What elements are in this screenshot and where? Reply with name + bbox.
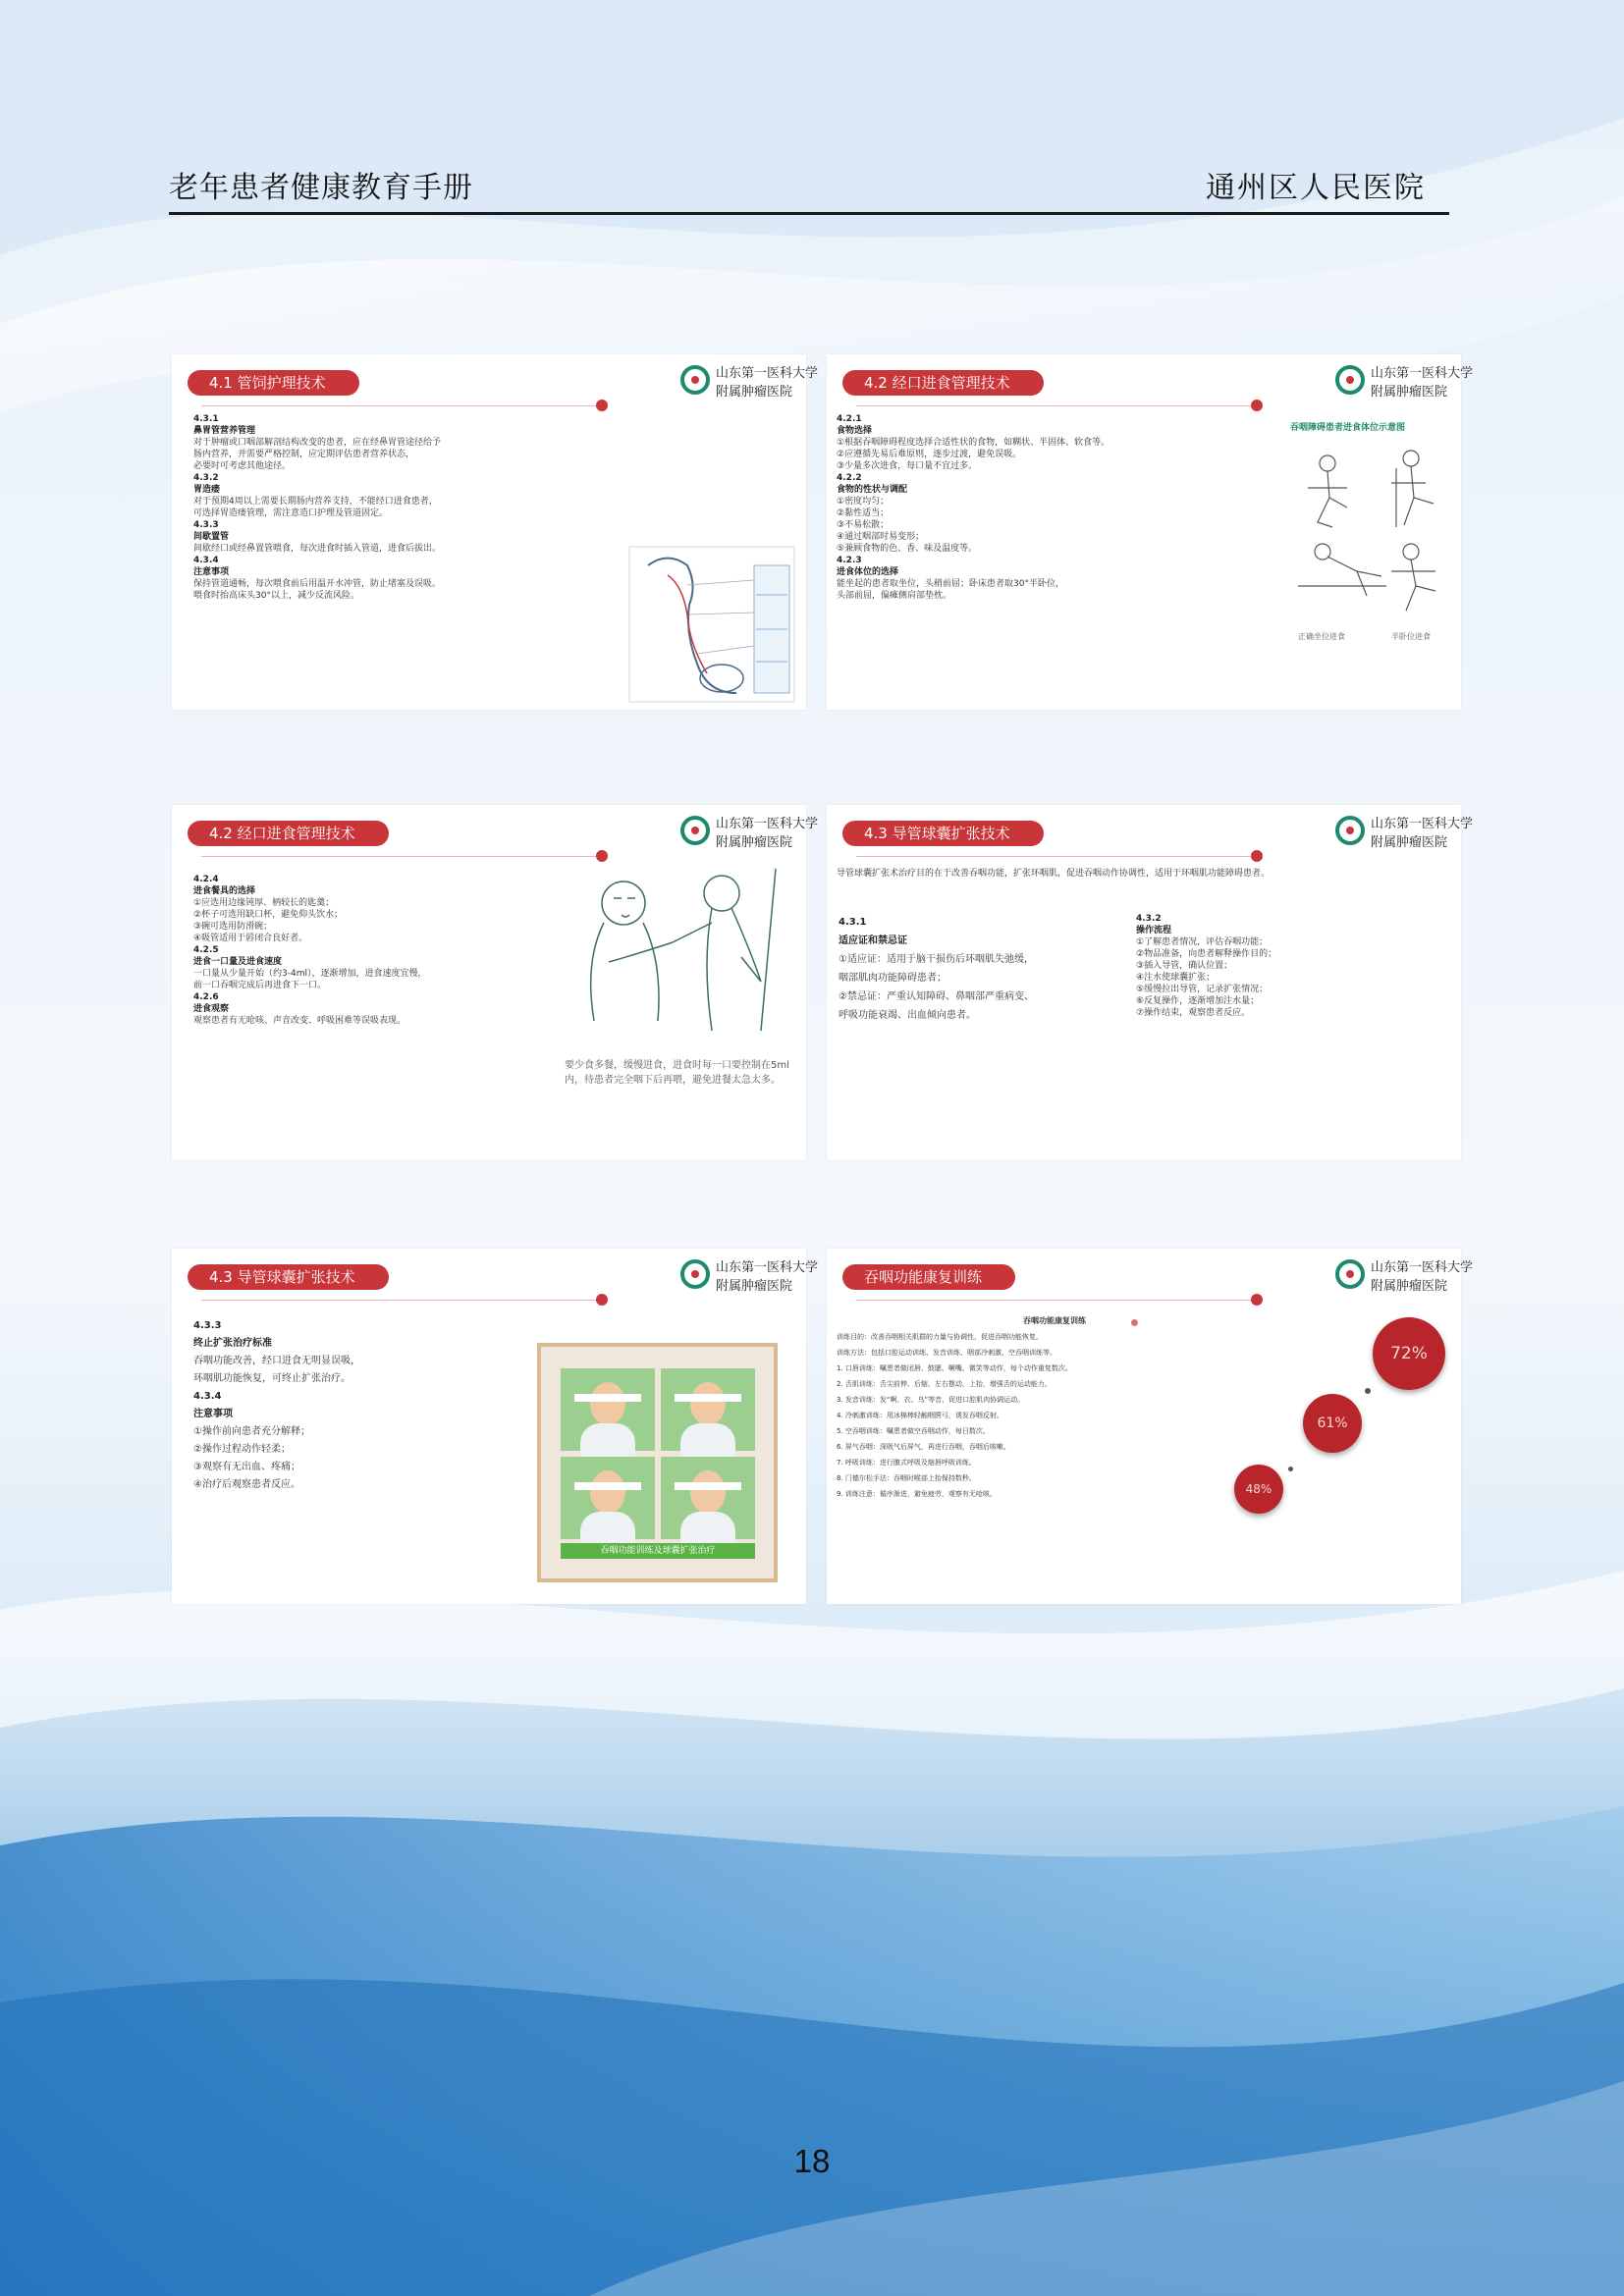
text-line: 呼吸功能衰竭、出血倾向患者。 bbox=[839, 1010, 976, 1021]
text-heading: 4.3.2 bbox=[193, 473, 219, 483]
divider-dot bbox=[596, 400, 608, 411]
text-line: 对于肿瘤或口咽部解剖结构改变的患者，应在经鼻胃管途径给予 bbox=[193, 438, 442, 448]
text-heading: 4.3.3 bbox=[193, 520, 219, 530]
text-line: 5. 空吞咽训练：嘱患者做空吞咽动作，每日数次。 bbox=[837, 1427, 990, 1435]
text-heading: 注意事项 bbox=[193, 567, 230, 577]
text-line: ③插入导管，确认位置； bbox=[1136, 961, 1233, 971]
text-heading: 4.2.6 bbox=[193, 992, 219, 1002]
text-heading: 4.2.5 bbox=[193, 945, 219, 955]
text-line: ①密度均匀； bbox=[837, 497, 890, 507]
logo-line1: 山东第一医科大学 bbox=[716, 366, 819, 381]
text-line: 前一口吞咽完成后再进食下一口。 bbox=[193, 981, 327, 990]
photo-caption: 吞咽功能训练及球囊扩张治疗 bbox=[561, 1543, 755, 1559]
logo-line2: 附属肿瘤医院 bbox=[716, 385, 793, 400]
posture-caption-2: 半卧位进食 bbox=[1391, 632, 1431, 641]
text-line: ①操作前向患者充分解释； bbox=[193, 1426, 310, 1437]
text-line: ④治疗后观察患者反应。 bbox=[193, 1479, 300, 1490]
text-line: ⑤缓慢拉出导管，记录扩张情况； bbox=[1136, 985, 1269, 994]
text-heading: 间歇置管 bbox=[193, 532, 230, 542]
text-line: 4. 冷刺激训练：用冰棉棒轻触咽腭弓，诱发吞咽反射。 bbox=[837, 1412, 1003, 1419]
slide-tag: 吞咽功能康复训练 bbox=[842, 1264, 1015, 1290]
logo-icon bbox=[1335, 816, 1365, 845]
divider bbox=[856, 856, 1261, 857]
text-line: 环咽肌功能恢复，可终止扩张治疗。 bbox=[193, 1373, 351, 1384]
text-line: ④通过咽部时易变形； bbox=[837, 532, 925, 542]
divider-dot bbox=[1251, 1294, 1263, 1306]
text-heading: 胃造瘘 bbox=[193, 485, 221, 495]
posture-illustrations bbox=[1288, 439, 1455, 625]
slide-text bbox=[193, 874, 547, 1027]
logo-line1: 山东第一医科大学 bbox=[716, 1260, 819, 1275]
text-heading: 4.2.4 bbox=[193, 875, 219, 884]
text-line: 观察患者有无呛咳、声音改变、呼吸困难等误吸表现。 bbox=[193, 1016, 406, 1026]
text-line: ②物品准备，向患者解释操作目的； bbox=[1136, 949, 1277, 959]
logo-icon bbox=[680, 1259, 710, 1289]
page-header bbox=[169, 157, 1449, 215]
text-line: ④注水使球囊扩张； bbox=[1136, 973, 1216, 983]
divider bbox=[856, 405, 1261, 406]
text-line: ③不易松散； bbox=[837, 520, 890, 530]
logo-icon bbox=[1335, 1259, 1365, 1289]
feeding-illustration bbox=[565, 864, 790, 1036]
divider-dot bbox=[596, 1294, 608, 1306]
stat-circle: 61% bbox=[1303, 1394, 1362, 1453]
text-heading: 4.3.3 bbox=[193, 1320, 222, 1331]
stat-circle: 48% bbox=[1234, 1465, 1283, 1514]
posture-caption-1: 正确坐位进食 bbox=[1298, 632, 1345, 641]
text-line: 训练目的：改善吞咽相关肌群的力量与协调性，促进吞咽功能恢复。 bbox=[837, 1333, 1043, 1341]
logo-line1: 山东第一医科大学 bbox=[1371, 366, 1474, 381]
hospital-logo bbox=[1335, 813, 1474, 850]
slide-tag: 4.2 经口进食管理技术 bbox=[188, 821, 389, 846]
hospital-logo bbox=[1335, 362, 1474, 400]
slide-col2 bbox=[1136, 913, 1450, 1019]
text-line: ②黏性适当； bbox=[837, 508, 890, 518]
photo-cell bbox=[661, 1457, 755, 1539]
slide-intro: 导管球囊扩张术治疗目的在于改善吞咽功能，扩张环咽肌，促进吞咽动作协调性，适用于环咽肌功能障碍患者。 bbox=[837, 869, 1271, 879]
text-line: ③碗可选用防滑碗； bbox=[193, 922, 273, 932]
text-line: 6. 屏气吞咽：深吸气后屏气，再进行吞咽，吞咽后咳嗽。 bbox=[837, 1443, 1010, 1451]
slide-text bbox=[193, 1317, 508, 1494]
text-heading: 进食餐具的选择 bbox=[193, 886, 256, 896]
logo-line2: 附属肿瘤医院 bbox=[1371, 1279, 1448, 1294]
text-line: 吞咽功能改善，经口进食无明显误吸， bbox=[193, 1356, 360, 1366]
text-heading: 进食观察 bbox=[193, 1004, 230, 1014]
logo-icon bbox=[1335, 365, 1365, 395]
photo-cell bbox=[661, 1368, 755, 1451]
text-line: 一口量从少量开始（约3-4ml），逐渐增加，进食速度宜慢， bbox=[193, 969, 427, 979]
text-line: ④吸管适用于唇闭合良好者。 bbox=[193, 934, 308, 943]
text-line: 对于预期4周以上需要长期肠内营养支持，不能经口进食患者， bbox=[193, 497, 438, 507]
therapy-photo bbox=[537, 1343, 778, 1582]
text-heading: 4.3.4 bbox=[193, 556, 219, 565]
text-line: 保持管道通畅，每次喂食前后用温开水冲管，防止堵塞及误吸。 bbox=[193, 579, 442, 589]
text-heading: 鼻胃管营养管理 bbox=[193, 426, 256, 436]
text-line: ⑤兼顾食物的色、香、味及温度等。 bbox=[837, 544, 978, 554]
text-line: 3. 发音训练：发“啊、衣、乌”等音，促进口腔肌肉协调运动。 bbox=[837, 1396, 1025, 1404]
text-line: 必要时可考虑其他途径。 bbox=[193, 461, 292, 471]
text-heading: 4.3.2 bbox=[1136, 914, 1162, 924]
hospital-logo bbox=[680, 362, 819, 400]
logo-line2: 附属肿瘤医院 bbox=[1371, 835, 1448, 850]
slide-balloon-dilation-2 bbox=[172, 1249, 819, 1604]
text-line: ①根据吞咽障碍程度选择合适性状的食物，如糊状、半固体、软食等。 bbox=[837, 438, 1110, 448]
text-heading: 操作流程 bbox=[1136, 926, 1172, 935]
text-line: ⑥反复操作，逐渐增加注水量； bbox=[1136, 996, 1260, 1006]
slide-text bbox=[193, 413, 606, 602]
text-line: 训练方法：包括口腔运动训练、发音训练、咽部冷刺激、空吞咽训练等。 bbox=[837, 1349, 1056, 1357]
stat-circle: 72% bbox=[1373, 1317, 1445, 1390]
logo-line1: 山东第一医科大学 bbox=[716, 817, 819, 831]
text-line: ③少量多次进食，每口量不宜过多。 bbox=[837, 461, 978, 471]
logo-line2: 附属肿瘤医院 bbox=[716, 835, 793, 850]
text-line: ②操作过程动作轻柔； bbox=[193, 1444, 291, 1455]
text-line: 8. 门德尔松手法：吞咽时喉部上抬保持数秒。 bbox=[837, 1474, 976, 1482]
slide-tube-feeding bbox=[172, 354, 819, 710]
text-line: 1. 口唇训练：嘱患者做闭唇、鼓腮、噘嘴、微笑等动作，每个动作重复数次。 bbox=[837, 1364, 1072, 1372]
hospital-name: 通州区人民医院 bbox=[1206, 171, 1426, 205]
text-line: ①适应证：适用于脑干损伤后环咽肌失弛缓， bbox=[839, 954, 1034, 965]
divider bbox=[856, 1300, 1261, 1301]
slide-balloon-dilation-1 bbox=[827, 805, 1474, 1160]
slide-tag: 4.3 导管球囊扩张技术 bbox=[188, 1264, 389, 1290]
text-heading: 4.2.3 bbox=[837, 556, 862, 565]
text-line: ③观察有无出血、疼痛； bbox=[193, 1462, 300, 1472]
text-heading: 4.3.1 bbox=[839, 917, 867, 928]
slide-oral-feeding-2 bbox=[172, 805, 819, 1160]
text-line: ②杯子可选用缺口杯，避免仰头饮水； bbox=[193, 910, 344, 920]
text-heading: 适应证和禁忌证 bbox=[839, 935, 907, 946]
text-heading: 进食一口量及进食速度 bbox=[193, 957, 283, 967]
logo-line2: 附属肿瘤医院 bbox=[716, 1279, 793, 1294]
logo-line1: 山东第一医科大学 bbox=[1371, 817, 1474, 831]
slide-swallow-rehab bbox=[827, 1249, 1474, 1604]
text-heading: 终止扩张治疗标准 bbox=[193, 1338, 272, 1349]
logo-icon bbox=[680, 365, 710, 395]
text-line: ②应遵循先易后难原则，逐步过渡，避免误吸。 bbox=[837, 450, 1022, 459]
feeding-caption: 要少食多餐，缓慢进食，进食时每一口要控制在5ml内，待患者完全咽下后再喂，避免进餐太急太多。 bbox=[565, 1060, 789, 1086]
text-line: 肠内营养，并需要严格控制，应定期评估患者营养状态， bbox=[193, 450, 415, 459]
photo-cell bbox=[561, 1457, 655, 1539]
text-heading: 进食体位的选择 bbox=[837, 567, 899, 577]
text-heading: 4.2.1 bbox=[837, 414, 862, 424]
divider bbox=[201, 405, 606, 406]
slide-oral-feeding-1 bbox=[827, 354, 1474, 710]
handbook-title: 老年患者健康教育手册 bbox=[169, 171, 473, 205]
page-number: 18 bbox=[793, 2143, 831, 2179]
text-line: 7. 呼吸训练：进行腹式呼吸及缩唇呼吸训练。 bbox=[837, 1459, 976, 1467]
text-line: 可选择胃造瘘管理，需注意造口护理及管道固定。 bbox=[193, 508, 389, 518]
text-line: 间歇经口或经鼻置管喂食，每次进食时插入管道，进食后拔出。 bbox=[193, 544, 442, 554]
divider bbox=[201, 856, 606, 857]
posture-figure-title: 吞咽障碍患者进食体位示意图 bbox=[1290, 423, 1406, 433]
slide-tag: 4.2 经口进食管理技术 bbox=[842, 370, 1044, 396]
text-line: 9. 训练注意：循序渐进，避免疲劳，观察有无呛咳。 bbox=[837, 1490, 997, 1498]
connector-dot bbox=[1131, 1319, 1138, 1326]
text-line: 咽部肌肉功能障碍患者； bbox=[839, 973, 947, 984]
text-line: ①了解患者情况，评估吞咽功能； bbox=[1136, 937, 1269, 947]
slide-col1 bbox=[839, 913, 1104, 1025]
text-heading: 食物选择 bbox=[837, 426, 873, 436]
text-line: 喂食时抬高床头30°以上，减少反流风险。 bbox=[193, 591, 359, 601]
logo-line2: 附属肿瘤医院 bbox=[1371, 385, 1448, 400]
text-heading: 4.3.1 bbox=[193, 414, 219, 424]
text-line: ①应选用边缘钝厚、柄较长的匙羹； bbox=[193, 898, 335, 908]
text-heading: 4.3.4 bbox=[193, 1391, 222, 1402]
text-heading: 食物的性状与调配 bbox=[837, 485, 908, 495]
anatomy-illustration bbox=[628, 546, 795, 703]
divider-dot bbox=[1251, 850, 1263, 862]
text-line: ②禁忌证：严重认知障碍、鼻咽部严重病变、 bbox=[839, 991, 1034, 1002]
logo-icon bbox=[680, 816, 710, 845]
slide-text bbox=[837, 413, 1288, 602]
text-line: ⑦操作结束，观察患者反应。 bbox=[1136, 1008, 1251, 1018]
text-line: 能坐起的患者取坐位，头稍前屈；卧床患者取30°半卧位， bbox=[837, 579, 1064, 589]
doc-text bbox=[837, 1329, 1273, 1502]
doc-title: 吞咽功能康复训练 bbox=[1023, 1316, 1086, 1325]
text-heading: 注意事项 bbox=[193, 1409, 233, 1419]
connector-dot bbox=[1365, 1388, 1371, 1394]
divider bbox=[201, 1300, 606, 1301]
photo-cell bbox=[561, 1368, 655, 1451]
hospital-logo bbox=[680, 813, 819, 850]
text-line: 头部前屈，偏瘫侧肩部垫枕。 bbox=[837, 591, 952, 601]
slide-tag: 4.3 导管球囊扩张技术 bbox=[842, 821, 1044, 846]
slide-tag: 4.1 管饲护理技术 bbox=[188, 370, 359, 396]
text-heading: 4.2.2 bbox=[837, 473, 862, 483]
divider-dot bbox=[596, 850, 608, 862]
divider-dot bbox=[1251, 400, 1263, 411]
connector-dot bbox=[1288, 1467, 1293, 1471]
logo-line1: 山东第一医科大学 bbox=[1371, 1260, 1474, 1275]
hospital-logo bbox=[1335, 1256, 1474, 1294]
hospital-logo bbox=[680, 1256, 819, 1294]
text-line: 2. 舌肌训练：舌尖前伸、后缩、左右摆动、上抬，增强舌的运动能力。 bbox=[837, 1380, 1052, 1388]
